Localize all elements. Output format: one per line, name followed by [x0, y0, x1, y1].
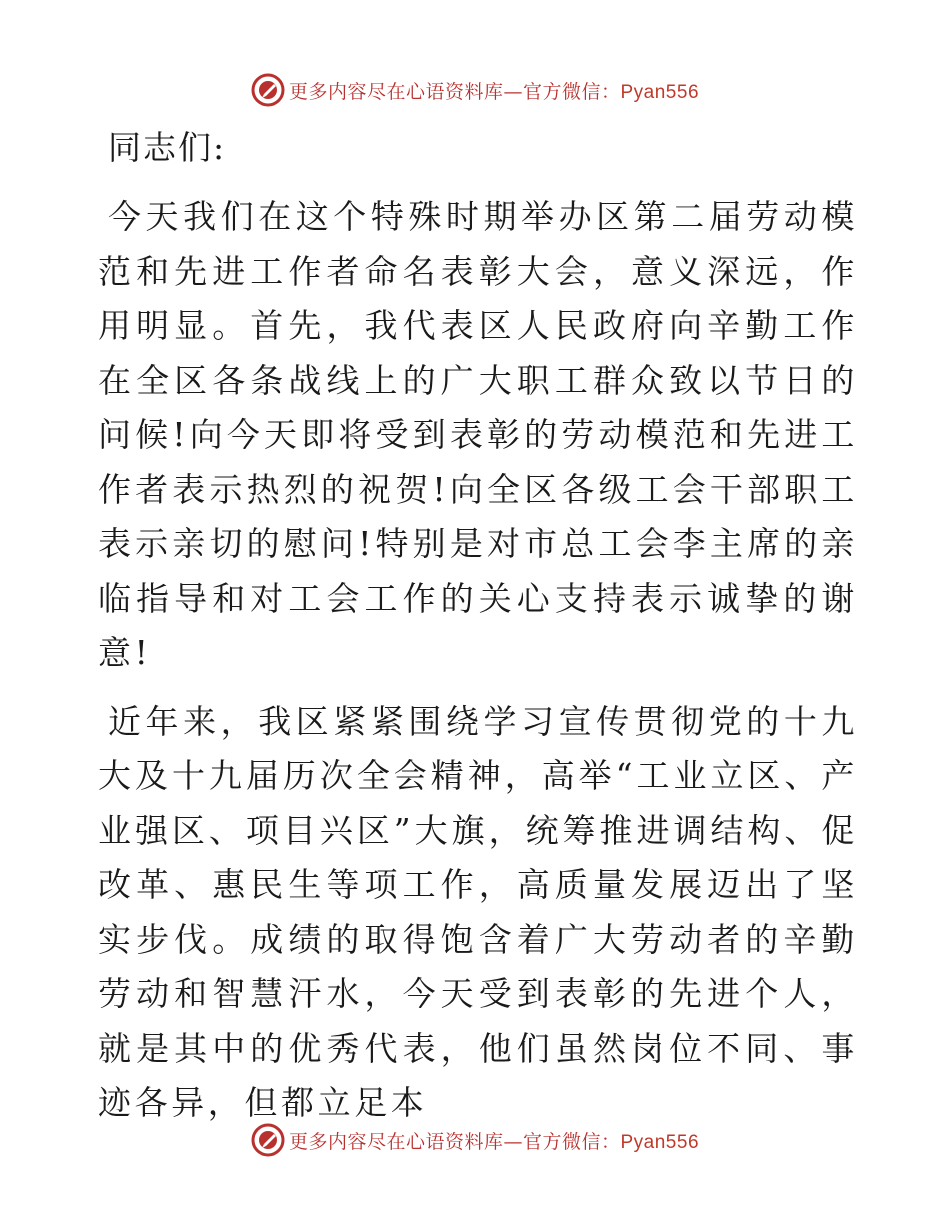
header-site-text: 更多内容尽在心语资料库 — [288, 80, 504, 103]
paragraph-1: 今天我们在这个特殊时期举办区第二届劳动模范和先进工作者命名表彰大会，意义深远，作用明显。首先，我代表区人民政府向辛勤工作在全区各条战线上的广大职工群众致以节日的问候!向今天即将受到表彰的劳动模范和先进工作者表示热烈的祝贺!向全区各级工会干部职工表示亲切的慰问!特别是对市总工会李主席的亲临指导和对工会工作的关心支持表示诚挚的谢意! — [98, 197, 858, 672]
header-banner — [0, 70, 950, 110]
header-wechat-account: Pyan556 — [620, 81, 700, 103]
document-body — [98, 122, 858, 1145]
library-logo-icon — [251, 1123, 285, 1157]
footer-site-text: 更多内容尽在心语资料库 — [288, 1130, 504, 1153]
footer-wechat-label: 官方微信： — [522, 1130, 621, 1153]
header-dash: — — [503, 80, 523, 103]
footer-banner-text — [289, 1127, 699, 1154]
footer-banner — [0, 1120, 950, 1160]
footer-dash: — — [503, 1130, 523, 1153]
library-logo-icon — [251, 73, 285, 107]
header-wechat-label: 官方微信： — [522, 80, 621, 103]
footer-wechat-account: Pyan556 — [620, 1131, 700, 1153]
paragraph-2: 近年来，我区紧紧围绕学习宣传贯彻党的十九大及十九届历次全会精神，高举“工业立区、产业强区、项目兴区”大旗，统筹推进调结构、促改革、惠民生等项工作，高质量发展迈出了坚实步伐。成绩的取得饱含着广大劳动者的辛勤劳动和智慧汗水，今天受到表彰的先进个人，就是其中的优秀代表，他们虽然岗位不同、事迹各异，但都立足本 — [98, 701, 858, 1122]
header-banner-text — [289, 77, 699, 104]
salutation: 同志们: — [108, 128, 227, 167]
